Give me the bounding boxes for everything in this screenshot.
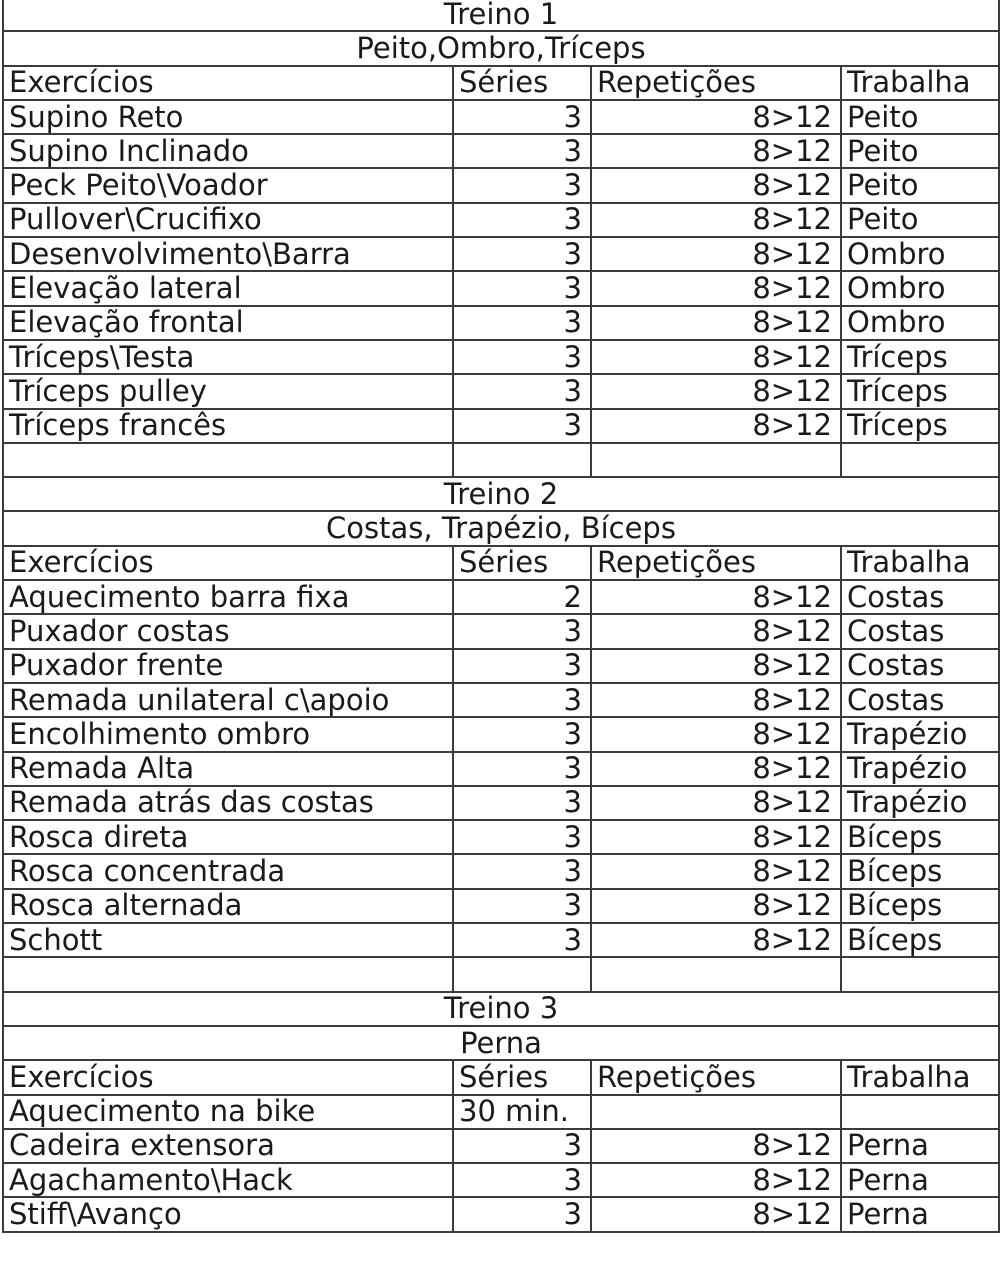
section-subtitle: Perna xyxy=(3,1026,999,1060)
cell-exercise: Remada Alta xyxy=(3,752,453,786)
cell-series: 3 xyxy=(453,752,591,786)
cell-series: 3 xyxy=(453,717,591,751)
table-row xyxy=(3,580,999,614)
table-row xyxy=(3,168,999,202)
cell-series: 3 xyxy=(453,271,591,305)
cell-series: 3 xyxy=(453,889,591,923)
section-subtitle-row xyxy=(3,31,999,65)
table-row xyxy=(3,134,999,168)
table-row xyxy=(3,649,999,683)
cell-exercise: Puxador frente xyxy=(3,649,453,683)
cell-muscle: Trapézio xyxy=(841,717,999,751)
blank-row xyxy=(3,957,999,991)
table-row xyxy=(3,374,999,408)
section-subtitle-row xyxy=(3,511,999,545)
table-row xyxy=(3,306,999,340)
table-row xyxy=(3,1095,999,1129)
table-row xyxy=(3,1163,999,1197)
cell-exercise: Rosca direta xyxy=(3,820,453,854)
cell-reps: 8>12 xyxy=(591,614,841,648)
cell-muscle: Bíceps xyxy=(841,854,999,888)
column-header-exercise: Exercícios xyxy=(3,66,453,100)
blank-cell xyxy=(3,443,453,477)
cell-muscle: Trapézio xyxy=(841,786,999,820)
blank-cell xyxy=(453,957,591,991)
blank-row xyxy=(3,443,999,477)
table-row xyxy=(3,203,999,237)
cell-reps: 8>12 xyxy=(591,306,841,340)
table-row xyxy=(3,100,999,134)
blank-cell xyxy=(591,957,841,991)
cell-reps: 8>12 xyxy=(591,683,841,717)
cell-series: 3 xyxy=(453,683,591,717)
cell-series: 2 xyxy=(453,580,591,614)
table-row xyxy=(3,717,999,751)
column-header-series: Séries xyxy=(453,546,591,580)
cell-muscle: Costas xyxy=(841,683,999,717)
cell-muscle: Bíceps xyxy=(841,923,999,957)
workout-spreadsheet xyxy=(2,0,1000,1233)
section-title-row xyxy=(3,477,999,511)
cell-reps: 8>12 xyxy=(591,717,841,751)
section-title-row xyxy=(3,992,999,1026)
cell-muscle: Ombro xyxy=(841,306,999,340)
cell-muscle: Tríceps xyxy=(841,374,999,408)
table-row xyxy=(3,923,999,957)
section-title: Treino 2 xyxy=(3,477,999,511)
section-title-row xyxy=(3,0,999,31)
cell-series: 3 xyxy=(453,374,591,408)
cell-muscle: Tríceps xyxy=(841,340,999,374)
cell-exercise: Stiff\Avanço xyxy=(3,1197,453,1231)
cell-reps: 8>12 xyxy=(591,340,841,374)
section-title: Treino 3 xyxy=(3,992,999,1026)
cell-exercise: Agachamento\Hack xyxy=(3,1163,453,1197)
cell-series: 3 xyxy=(453,1163,591,1197)
cell-muscle: Perna xyxy=(841,1163,999,1197)
cell-muscle: Ombro xyxy=(841,237,999,271)
cell-muscle: Costas xyxy=(841,614,999,648)
cell-reps: 8>12 xyxy=(591,854,841,888)
cell-muscle xyxy=(841,1095,999,1129)
cell-exercise: Rosca alternada xyxy=(3,889,453,923)
cell-exercise: Elevação lateral xyxy=(3,271,453,305)
cell-series: 3 xyxy=(453,649,591,683)
table-row xyxy=(3,614,999,648)
column-header-series: Séries xyxy=(453,66,591,100)
cell-series: 3 xyxy=(453,786,591,820)
cell-reps: 8>12 xyxy=(591,580,841,614)
cell-reps: 8>12 xyxy=(591,923,841,957)
column-header-exercise: Exercícios xyxy=(3,546,453,580)
cell-exercise: Desenvolvimento\Barra xyxy=(3,237,453,271)
column-header-reps: Repetições xyxy=(591,546,841,580)
cell-exercise: Remada atrás das costas xyxy=(3,786,453,820)
column-header-reps: Repetições xyxy=(591,1060,841,1094)
table-row xyxy=(3,854,999,888)
blank-cell xyxy=(841,957,999,991)
column-header-series: Séries xyxy=(453,1060,591,1094)
column-header-row xyxy=(3,546,999,580)
cell-reps: 8>12 xyxy=(591,203,841,237)
cell-series: 3 xyxy=(453,1197,591,1231)
cell-muscle: Peito xyxy=(841,134,999,168)
cell-exercise: Rosca concentrada xyxy=(3,854,453,888)
cell-exercise: Tríceps\Testa xyxy=(3,340,453,374)
cell-reps: 8>12 xyxy=(591,409,841,443)
column-header-row xyxy=(3,66,999,100)
cell-series: 3 xyxy=(453,820,591,854)
cell-exercise: Cadeira extensora xyxy=(3,1129,453,1163)
cell-reps: 8>12 xyxy=(591,889,841,923)
cell-exercise: Supino Reto xyxy=(3,100,453,134)
cell-series: 3 xyxy=(453,1129,591,1163)
cell-exercise: Pullover\Crucifixo xyxy=(3,203,453,237)
cell-exercise: Elevação frontal xyxy=(3,306,453,340)
column-header-muscle: Trabalha xyxy=(841,66,999,100)
table-row xyxy=(3,1129,999,1163)
cell-series: 3 xyxy=(453,306,591,340)
cell-muscle: Costas xyxy=(841,580,999,614)
cell-reps: 8>12 xyxy=(591,1163,841,1197)
cell-muscle: Peito xyxy=(841,100,999,134)
table-row xyxy=(3,237,999,271)
section-subtitle: Peito,Ombro,Tríceps xyxy=(3,31,999,65)
cell-series: 3 xyxy=(453,409,591,443)
cell-reps: 8>12 xyxy=(591,820,841,854)
cell-series: 3 xyxy=(453,923,591,957)
table-row xyxy=(3,786,999,820)
column-header-reps: Repetições xyxy=(591,66,841,100)
blank-cell xyxy=(841,443,999,477)
cell-series: 3 xyxy=(453,100,591,134)
cell-reps: 8>12 xyxy=(591,134,841,168)
cell-reps: 8>12 xyxy=(591,271,841,305)
cell-reps: 8>12 xyxy=(591,1197,841,1231)
table-row xyxy=(3,752,999,786)
cell-exercise: Encolhimento ombro xyxy=(3,717,453,751)
cell-reps: 8>12 xyxy=(591,168,841,202)
section-subtitle-row xyxy=(3,1026,999,1060)
cell-muscle: Peito xyxy=(841,168,999,202)
column-header-muscle: Trabalha xyxy=(841,1060,999,1094)
cell-reps xyxy=(591,1095,841,1129)
cell-reps: 8>12 xyxy=(591,649,841,683)
cell-muscle: Tríceps xyxy=(841,409,999,443)
cell-reps: 8>12 xyxy=(591,100,841,134)
cell-exercise: Supino Inclinado xyxy=(3,134,453,168)
cell-series: 3 xyxy=(453,340,591,374)
column-header-exercise: Exercícios xyxy=(3,1060,453,1094)
table-row xyxy=(3,683,999,717)
blank-cell xyxy=(453,443,591,477)
cell-reps: 8>12 xyxy=(591,374,841,408)
cell-exercise: Tríceps francês xyxy=(3,409,453,443)
table-row xyxy=(3,340,999,374)
cell-series: 3 xyxy=(453,237,591,271)
cell-exercise: Peck Peito\Voador xyxy=(3,168,453,202)
cell-reps: 8>12 xyxy=(591,1129,841,1163)
table-row xyxy=(3,1197,999,1231)
cell-exercise: Remada unilateral c\apoio xyxy=(3,683,453,717)
table-row xyxy=(3,820,999,854)
table-row xyxy=(3,409,999,443)
cell-muscle: Costas xyxy=(841,649,999,683)
cell-series: 3 xyxy=(453,614,591,648)
section-subtitle: Costas, Trapézio, Bíceps xyxy=(3,511,999,545)
blank-cell xyxy=(3,957,453,991)
cell-muscle: Bíceps xyxy=(841,889,999,923)
cell-series: 3 xyxy=(453,134,591,168)
cell-muscle: Perna xyxy=(841,1197,999,1231)
table-row xyxy=(3,271,999,305)
cell-reps: 8>12 xyxy=(591,786,841,820)
column-header-row xyxy=(3,1060,999,1094)
cell-series: 30 min. xyxy=(453,1095,591,1129)
cell-series: 3 xyxy=(453,168,591,202)
cell-exercise: Aquecimento na bike xyxy=(3,1095,453,1129)
cell-muscle: Trapézio xyxy=(841,752,999,786)
cell-exercise: Puxador costas xyxy=(3,614,453,648)
cell-series: 3 xyxy=(453,203,591,237)
table-row xyxy=(3,889,999,923)
cell-muscle: Perna xyxy=(841,1129,999,1163)
cell-exercise: Schott xyxy=(3,923,453,957)
cell-exercise: Aquecimento barra fixa xyxy=(3,580,453,614)
cell-exercise: Tríceps pulley xyxy=(3,374,453,408)
cell-muscle: Peito xyxy=(841,203,999,237)
cell-muscle: Bíceps xyxy=(841,820,999,854)
cell-reps: 8>12 xyxy=(591,237,841,271)
cell-series: 3 xyxy=(453,854,591,888)
cell-reps: 8>12 xyxy=(591,752,841,786)
section-title: Treino 1 xyxy=(3,0,999,31)
cell-muscle: Ombro xyxy=(841,271,999,305)
column-header-muscle: Trabalha xyxy=(841,546,999,580)
blank-cell xyxy=(591,443,841,477)
